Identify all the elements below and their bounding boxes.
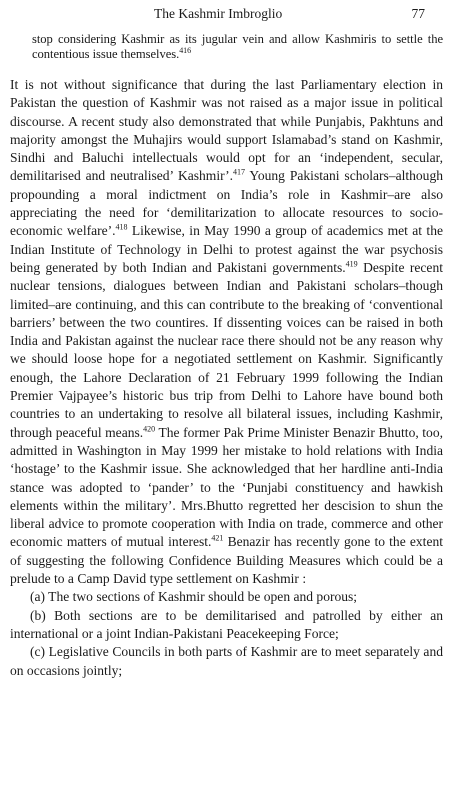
running-title: The Kashmir Imbroglio [154,6,283,21]
page-number: 77 [411,6,425,21]
paragraph-sentence: Likewise, in May 1990 a group of academics met at the Indian Institute of Technology in Delhi to protest against the war psychosis being generated by both Indian and Pakistani governments. [10,223,443,275]
measure-item-a: (a) The two sections of Kashmir should be open and porous; [30,589,358,605]
paragraph-sentence: It is not without significance that during the last Parliamentary election in Pakistan the question of Kashmir was not raised as a major issue in political discourse. A recent study also demonstrated that while Punjabis, Pakhtuns and majority amongst the Muhajirs would support Islamabad’s stand on Kashmir, Sindhi and Baluchi intellectuals would opt for an ‘independent, secular, demilitarised and neutralised’ Kashmir’. [10,77,443,184]
paragraph-sentence: Young Pakistani scholars–although propounding a moral indictment on India’s role in Kashmir–are also appreciating the need for ‘demilitarization to allocate resources to socio-economic welfare’. [10,168,444,239]
footnote-ref: 420 [143,424,156,434]
footnote-ref: 418 [115,222,128,232]
measure-item-c: (c) Legislative Councils in both parts of Kashmir are to meet separately and on occasions jointly; [10,644,443,678]
running-head [10,4,443,24]
footnote-ref: 421 [211,533,224,543]
block-quote-text: stop considering Kashmir as its jugular vein and allow Kashmiris to settle the contentious issue themselves. [32,32,443,61]
body-text [10,76,443,680]
footnote-ref: 419 [345,259,358,269]
footnote-ref: 417 [233,167,246,177]
paragraph-sentence: Despite recent nuclear tensions, dialogues between Indian and Pakistani scholars–though limited–are continuing, and this can contribute to the breaking of ‘conventional barriers’ between the two countires. If dissenting voices can be raised in both India and Pakistan against the nuclear race there should not be any reason why we should loose hope for a negotiated settlement on Kashmir. Significantly enough, the Lahore Declaration of 21 February 1999 following the Indian Premier Vajpayee’s historic bus trip from Delhi to Lahore have bound both countries to an undertaking to resolve all bilateral issues, including Kashmir, through peaceful means. [10,259,443,440]
paragraph-sentence: The former Pak Prime Minister Benazir Bhutto, too, admitted in Washington in May 1999 her mistake to hold relations with India ‘hostage’ to the Kashmir issue. She acknowledged that her hardline anti-India stance was adopted to ‘pander’ to the ‘Punjabi constituency and hawkish elements within the military’. Mrs.Bhutto regretted her descision to shun the liberal advice to promote cooperation with India on trade, commerce and other economic matters of mutual interest. [10,424,443,550]
footnote-ref: 416 [179,45,192,55]
block-quote [10,32,443,62]
measure-item-b: (b) Both sections are to be demilitarised and patrolled by either an international or a joint Indian-Pakistani Peacekeeping Force; [10,607,443,641]
main-paragraph [10,76,443,588]
paragraph-sentence: Benazir has recently gone to the extent of suggesting the following Confidence Building Measures which could be a prelude to a Camp David type settlement on Kashmir : [10,534,443,587]
